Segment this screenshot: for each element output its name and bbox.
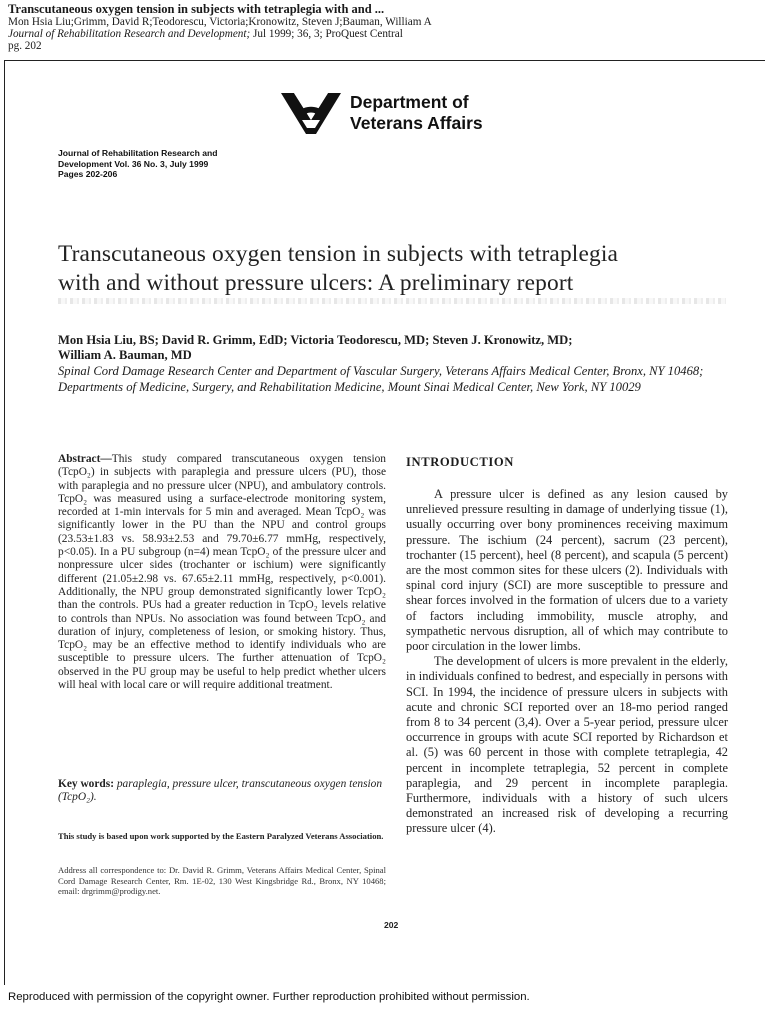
va-department-name <box>350 92 483 134</box>
keywords-label: Key words: <box>58 778 114 790</box>
keywords <box>58 778 386 805</box>
journal-line-1: Journal of Rehabilitation Research and <box>58 148 218 158</box>
author-affiliation: Spinal Cord Damage Research Center and Department of Vascular Surgery, Veterans Affairs Medical Center, Bronx, NY 10468; Departments of Medicine, Surgery, and Rehabilitation Medicine, Mount Sinai Medical Center, New York, NY 10029 <box>58 364 704 394</box>
correspondence-address: Address all correspondence to: Dr. David R. Grimm, Veterans Affairs Medical Center, Spinal Cord Damage Research Center, Rm. 1E-02, 130 West Kingsbridge Rd., Bronx, NY 10468; email: drgrimm@prodigy.net. <box>58 865 386 897</box>
introduction-body <box>406 487 728 837</box>
authors-line-2: William A. Bauman, MD <box>58 348 192 362</box>
support-note: This study is based upon work supported by the Eastern Paralyzed Veterans Association. <box>58 831 384 841</box>
journal-line-2: Development Vol. 36 No. 3, July 1999 <box>58 158 209 169</box>
abstract-label: Abstract— <box>58 453 112 465</box>
authors-line-1: Mon Hsia Liu, BS; David R. Grimm, EdD; Victoria Teodorescu, MD; Steven J. Kronowitz, MD; <box>58 333 573 347</box>
dept-line-1: Department of <box>350 92 469 112</box>
journal-line-3: Pages 202-206 <box>58 169 118 180</box>
article-title-line-2: with and without pressure ulcers: A preliminary report <box>58 269 574 296</box>
copyright-footer: Reproduced with permission of the copyright owner. Further reproduction prohibited without permission. <box>8 991 530 1003</box>
citation-page: pg. 202 <box>8 40 42 52</box>
article-title-line-1: Transcutaneous oxygen tension in subjects with tetraplegia <box>58 241 619 267</box>
intro-paragraph-2: The development of ulcers is more prevalent in the elderly, in individuals confined to bedrest, and especially in persons with SCI. In 1994, the incidence of pressure ulcers in subjects with acute and chronic SCI reported over an 18-mo period ranged from 8 to 34 percent (3,4). Over a 5-year period, pressure ulcer occurrence in groups with acute SCI reported by Richardson et al. (5) was 60 percent in those with complete tetraplegia, 42 percent in incomplete tetraplegia, 52 percent in complete paraplegia, and 29 percent in incomplete paraplegia. Furthermore, individuals with a history of such ulcers demonstrated an increased risk of developing a recurring pressure ulcer (4). <box>406 654 728 836</box>
citation-authors: Mon Hsia Liu;Grimm, David R;Teodorescu, Victoria;Kronowitz, Steven J;Bauman, William A <box>8 16 432 28</box>
journal-info <box>58 148 218 180</box>
keywords-text: paraplegia, pressure ulcer, transcutaneous oxygen tension (TcpO₂). <box>58 778 383 804</box>
article-authors <box>58 333 728 363</box>
citation-source <box>8 28 763 40</box>
article-title <box>58 240 738 297</box>
intro-paragraph-1: A pressure ulcer is defined as any lesion caused by unrelieved pressure resulting in damage of underlying tissue (1), usually occurring over bony prominences receiving maximum pressure. The ischium (24 percent), sacrum (23 percent), trochanter (15 percent), heel (8 percent), and scapula (5 percent) are the most common sites for these ulcers (2). Individuals with spinal cord injury (SCI) are more susceptible to pressure and shear forces involved in the formation of ulcers due to a variety of factors including immobility, muscle atrophy, and sympathetic nervous disruption, all of which may contribute to poor circulation in the lower limbs. <box>406 487 728 654</box>
page-number: 202 <box>384 920 399 930</box>
title-divider <box>58 298 726 304</box>
citation-issue: Jul 1999; 36, 3; ProQuest Central <box>250 28 403 40</box>
abstract <box>58 453 386 692</box>
citation-title[interactable]: Transcutaneous oxygen tension in subjects with tetraplegia with and ... <box>8 2 385 16</box>
abstract-text: This study compared transcutaneous oxygen tension (TcpO₂) in subjects with paraplegia and pressure ulcers (PU), those with paraplegia and no pressure ulcer (NPU), and ambulatory controls. TcpO₂ was measured using a surface-electrode monitoring system, recorded at 1-min intervals for 5 min and averaged. Mean TcpO₂ was significantly lower in the PU than the NPU and control groups (23.53±1.83 vs. 58.93±2.53 and 79.70±6.77 mmHg, respectively, p<0.05). In a PU subgroup (n=4) mean TcpO₂ of the pressure ulcer and nonpressure ulcer sides (trochanter or ischium) were significantly different (21.05±2.98 vs. 67.65±2.11 mmHg, respectively, p<0.001). Additionally, the NPU group demonstrated significantly lower TcpO₂ than the controls. PUs had a greater reduction in TcpO₂ levels relative to controls than NPUs. No association was found between TcpO₂ and duration of injury, completeness of lesion, or smoking history. Thus, TcpO₂ may be an effective method to identify individuals who are susceptible to pressure ulcers. The further attenuation of TcpO₂ observed in the PU group may be useful to help predict whether ulcers will heal with local care or will require additional treatment. <box>58 453 386 692</box>
citation-journal: Journal of Rehabilitation Research and Development; <box>8 28 251 40</box>
introduction-heading: INTRODUCTION <box>406 455 514 469</box>
dept-line-2: Veterans Affairs <box>350 113 483 133</box>
va-logo-icon <box>280 90 342 136</box>
citation-header <box>8 2 763 52</box>
